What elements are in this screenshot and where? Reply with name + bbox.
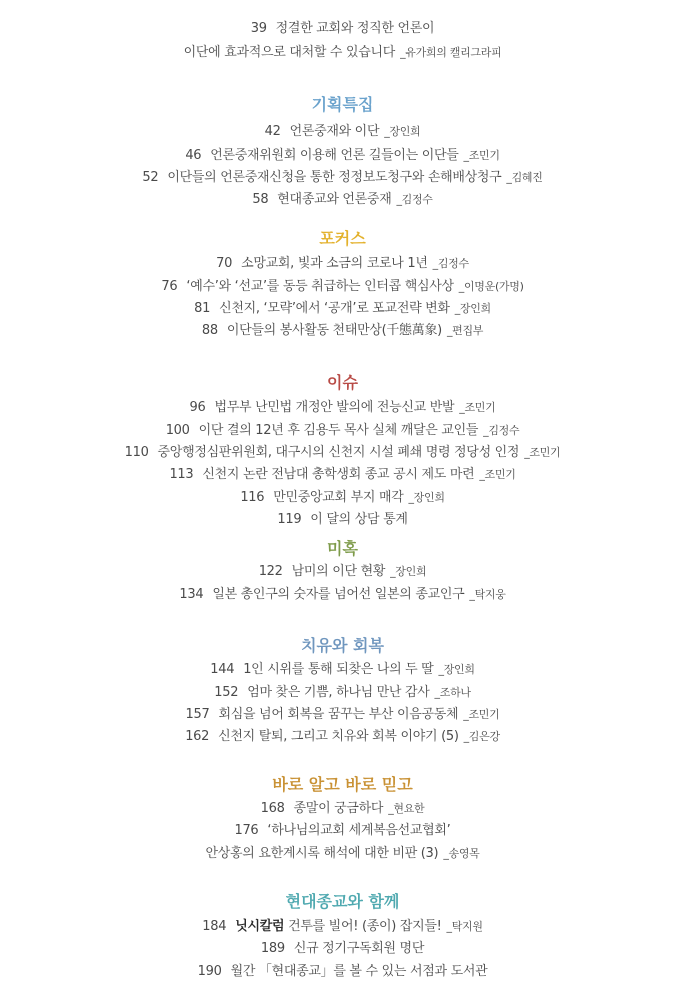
toc-entry: [0, 915, 685, 934]
entry-title: 현대종교와 언론중재: [277, 192, 392, 207]
entry-author: _이명운(가명): [458, 280, 524, 293]
page-number: 110: [124, 445, 149, 460]
entry-title: 1인 시위를 통해 되찾은 나의 두 딸: [243, 662, 434, 677]
page-number: 42: [264, 124, 281, 139]
entry-title: 법무부 난민법 개정안 발의에 전능신교 반발: [214, 400, 455, 415]
toc-entry: [0, 275, 685, 294]
section-heading-focus: 포커스: [319, 229, 366, 248]
toc-entry: [0, 583, 685, 602]
toc-entry: [0, 508, 685, 527]
page-number: 46: [185, 148, 202, 163]
toc-entry: [0, 960, 685, 979]
toc-entry: [0, 703, 685, 722]
page-number: 52: [142, 170, 159, 185]
toc-entry: [0, 144, 685, 163]
entry-title: 신천지 논란 전남대 총학생회 종교 공시 제도 마련: [202, 467, 475, 482]
section-heading-planning: 기획특집: [311, 95, 374, 114]
entry-author: _김정수: [396, 193, 433, 206]
entry-author: _김정수: [432, 257, 469, 270]
entry-title: 신천지 탈퇴, 그리고 치유와 회복 이야기 (5): [218, 729, 459, 744]
toc-entry: [0, 441, 685, 460]
entry-author: _편집부: [446, 324, 484, 337]
entry-title: ‘예수’와 ‘선교’를 동등 취급하는 인터콥 핵심사상: [186, 279, 454, 294]
entry-title: 건투를 빌어! (종이) 잡지들!: [288, 919, 442, 934]
section-heading-issue: 이슈: [327, 373, 358, 392]
entry-author: _장인희: [384, 125, 421, 138]
entry-title: ‘하나님의교회 세계복음선교협회’: [267, 823, 451, 838]
toc-entry: [0, 120, 685, 139]
toc-entry: [0, 396, 685, 415]
entry-title: 회심을 넘어 회복을 꿈꾸는 부산 이음공동체: [218, 707, 459, 722]
entry-author: _조민기: [524, 446, 561, 459]
toc-entry: [0, 463, 685, 482]
entry-title: 종말이 궁금하다: [293, 801, 384, 816]
toc-entry: [0, 41, 685, 60]
section-heading-know-believe: 바로 알고 바로 믿고: [272, 775, 413, 794]
entry-title: 언론중재와 이단: [289, 124, 380, 139]
toc-entry: [0, 419, 685, 438]
page-number: 144: [210, 662, 235, 677]
entry-author: _탁지웅: [469, 588, 506, 601]
page-number: 100: [165, 423, 190, 438]
entry-author: _유가희의 캘리그라피: [400, 46, 502, 59]
entry-title: 이단 결의 12년 후 김용두 목사 실체 깨달은 교인들: [198, 423, 479, 438]
toc-entry: [0, 319, 685, 338]
section-heading-temptation: 미혹: [327, 539, 358, 558]
page-number: 157: [185, 707, 210, 722]
entry-title: 중앙행정심판위원회, 대구시의 신천지 시설 폐쇄 명령 정당성 인정: [157, 445, 520, 460]
entry-author: _조민기: [459, 401, 496, 414]
page-number: 119: [277, 512, 302, 527]
toc-entry: [0, 188, 685, 207]
section-heading-healing: 치유와 회복: [301, 636, 384, 655]
toc-entry: [0, 842, 685, 861]
page-number: 176: [234, 823, 259, 838]
entry-title: 남미의 이단 현황: [291, 564, 386, 579]
page-number: 96: [189, 400, 206, 415]
page-number: 88: [201, 323, 218, 338]
page-number: 81: [194, 301, 211, 316]
entry-title: 이단에 효과적으로 대처할 수 있습니다: [183, 45, 396, 60]
entry-title: 이단들의 봉사활동 천태만상(千態萬象): [226, 323, 442, 338]
section-heading-with-modern-religion: 현대종교와 함께: [285, 892, 400, 911]
page-number: 168: [260, 801, 285, 816]
page-number: 122: [258, 564, 283, 579]
entry-title: 엄마 찾은 기쁨, 하나님 만난 감사: [247, 685, 430, 700]
entry-author: _조하나: [434, 686, 471, 699]
page-number: 184: [202, 919, 227, 934]
entry-author: _송영목: [443, 847, 480, 860]
page-number: 39: [250, 21, 267, 36]
entry-title: 안상홍의 요한계시록 해석에 대한 비판 (3): [205, 846, 439, 861]
toc-entry: [0, 725, 685, 744]
entry-author: _김은강: [463, 730, 500, 743]
entry-author: _조민기: [463, 708, 500, 721]
toc-entry: [0, 797, 685, 816]
page-number: 162: [185, 729, 210, 744]
entry-author: _조민기: [479, 468, 516, 481]
page-number: 70: [216, 256, 233, 271]
entry-author: _장인희: [454, 302, 491, 315]
entry-title: 신천지, ‘모략’에서 ‘공개’로 포교전략 변화: [219, 301, 450, 316]
entry-author: _장인희: [438, 663, 475, 676]
column-label: 닛시칼럼: [235, 919, 285, 934]
page-number: 190: [197, 964, 222, 979]
entry-title: 일본 총인구의 숫자를 넘어선 일본의 종교인구: [212, 587, 465, 602]
entry-author: _탁지원: [446, 920, 483, 933]
toc-entry: [0, 560, 685, 579]
toc-entry: [0, 486, 685, 505]
entry-title: 이단들의 언론중재신청을 통한 정정보도청구와 손해배상청구: [167, 170, 502, 185]
entry-author: _장인희: [408, 491, 445, 504]
page-number: 113: [169, 467, 194, 482]
page-number: 189: [260, 941, 285, 956]
entry-title: 정결한 교회와 정직한 언론이: [275, 21, 435, 36]
entry-author: _현요한: [388, 802, 425, 815]
entry-title: 이 달의 상담 통계: [310, 512, 408, 527]
toc-entry: [0, 658, 685, 677]
page-number: 152: [214, 685, 239, 700]
toc-entry: [0, 252, 685, 271]
entry-author: _김정수: [483, 424, 520, 437]
toc-entry: [0, 819, 685, 838]
toc-entry: [0, 937, 685, 956]
entry-author: _장인희: [390, 565, 427, 578]
entry-author: _김혜진: [506, 171, 543, 184]
entry-title: 만민중앙교회 부지 매각: [273, 490, 404, 505]
toc-entry: [0, 17, 685, 36]
page-number: 58: [252, 192, 269, 207]
entry-title: 언론중재위원회 이용해 언론 길들이는 이단들: [210, 148, 459, 163]
entry-title: 월간 「현대종교」를 볼 수 있는 서점과 도서관: [230, 964, 488, 979]
entry-title: 소망교회, 빛과 소금의 코로나 1년: [241, 256, 428, 271]
toc-entry: [0, 297, 685, 316]
toc-entry: [0, 166, 685, 185]
page-number: 134: [179, 587, 204, 602]
toc-entry: [0, 681, 685, 700]
page-number: 76: [161, 279, 178, 294]
entry-title: 신규 정기구독회원 명단: [293, 941, 425, 956]
entry-author: _조민기: [463, 149, 500, 162]
page-number: 116: [240, 490, 265, 505]
